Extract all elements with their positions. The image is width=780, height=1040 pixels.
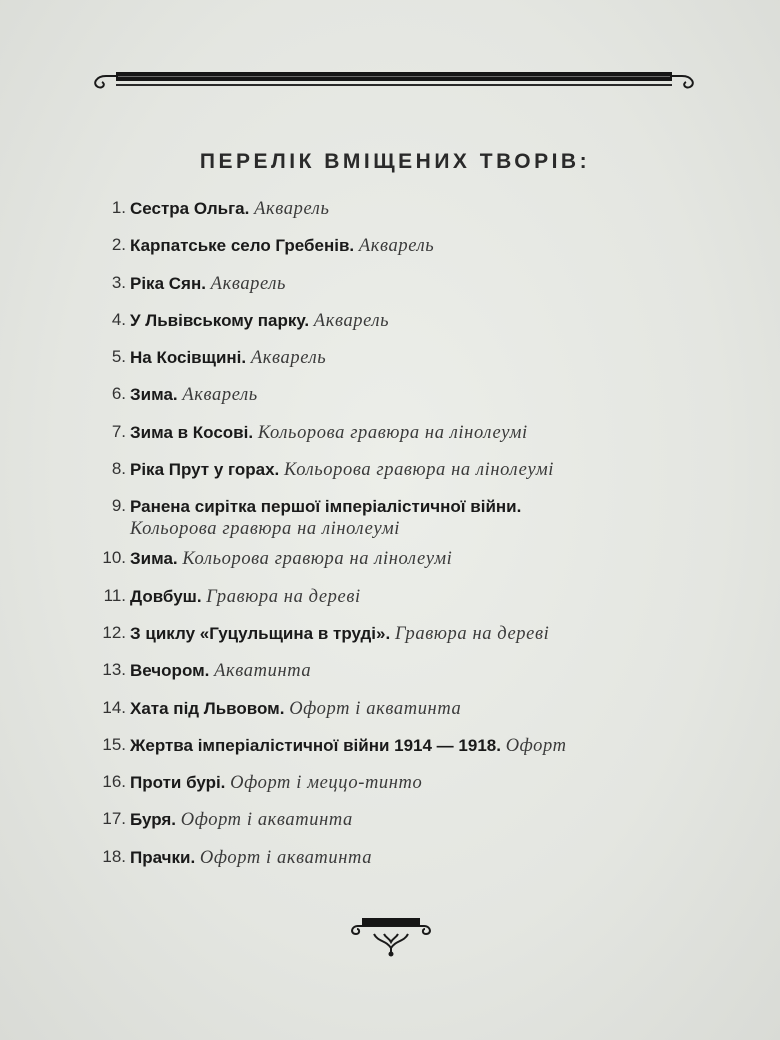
item-text [130,198,760,220]
list-item [0,198,780,235]
work-technique: Кольорова гравюра на лінолеумі [257,422,528,443]
work-technique: Офорт [505,735,567,756]
item-text [130,384,760,406]
work-technique: Гравюра на дереві [394,623,550,644]
item-number: 9. [111,496,126,516]
list-item [0,459,780,496]
bottom-ornament-fleuron [348,912,434,958]
item-text [130,235,760,257]
work-title: Зима в Косові. [130,422,254,442]
list-item [0,698,780,735]
work-technique: Акварель [313,310,390,331]
item-text [130,422,760,444]
work-title: Карпатське село Гребенів. [130,236,355,256]
item-number: 11. [103,585,126,605]
list-item [0,235,780,272]
work-title: Проти бурі. [130,773,226,793]
list-item [0,735,780,772]
work-title: Ранена сирітка першої імперіалістичної війни. [130,497,522,517]
work-title: Вечором. [130,661,210,681]
item-number: 17. [102,809,126,829]
work-technique: Офорт і акватинта [289,698,462,719]
work-title: Жертва імперіалістичної війни 1914 — 1918. [130,735,501,755]
item-text [130,698,760,720]
item-text [130,735,760,757]
work-title: Ріка Прут у горах. [130,460,280,480]
work-technique: Акватинта [214,661,312,682]
work-title: Сестра Ольга. [130,199,250,218]
work-title: Буря. [130,810,177,830]
item-number: 12. [102,622,126,642]
item-number: 10. [102,548,126,568]
works-list [0,198,780,884]
item-text [130,548,760,570]
item-number: 18. [102,846,126,866]
item-text [130,809,760,831]
item-text [130,273,760,295]
item-text [130,772,760,794]
list-item [0,496,780,548]
item-number: 1. [111,198,126,217]
work-technique: Кольорова гравюра на лінолеумі [130,519,400,540]
item-number: 7. [111,421,126,441]
list-item [0,586,780,623]
work-technique: Гравюра на дереві [206,586,361,607]
item-number: 16. [102,772,126,792]
list-item [0,847,780,884]
work-title: На Косівщині. [130,348,247,368]
list-item [0,772,780,809]
work-technique: Офорт і акватинта [199,847,373,868]
work-technique: Акварель [358,236,435,257]
item-text [130,496,760,540]
work-title: Прачки. [130,847,196,867]
work-title: Ріка Сян. [130,273,206,293]
work-technique: Акварель [182,385,258,406]
page-title: ПЕРЕЛІК ВМІЩЕНИХ ТВОРІВ: [199,150,591,173]
work-technique: Акварель [254,199,330,219]
item-text [130,586,760,608]
list-item [0,548,780,585]
list-item [0,422,780,459]
work-title: Зима. [130,385,178,405]
work-title: Хата під Львовом. [130,698,285,718]
work-title: Довбуш. [130,586,202,606]
item-number: 8. [111,459,126,479]
work-technique: Кольорова гравюра на лінолеумі [182,549,453,570]
item-text [130,310,760,332]
work-technique: Акварель [250,348,327,369]
work-title: У Львівському парку. [130,310,310,330]
item-text [130,459,760,481]
work-technique: Кольорова гравюра на лінолеумі [284,460,554,481]
item-text [130,347,760,369]
list-item [0,273,780,310]
work-title: З циклу «Гуцульщина в труді». [130,623,391,643]
item-number: 4. [111,309,126,329]
work-technique: Офорт і акватинта [180,810,353,831]
work-title: Зима. [130,549,178,569]
work-technique: Акварель [210,273,287,294]
item-number: 2. [111,235,126,255]
item-text [130,660,760,682]
list-item [0,347,780,384]
item-text [130,623,760,645]
list-item [0,660,780,697]
item-number: 5. [111,347,126,367]
item-text [130,847,760,869]
item-number: 15. [102,734,126,754]
list-item [0,809,780,846]
item-number: 14. [102,697,126,717]
top-ornament-rule [88,62,700,92]
work-technique: Офорт і меццо-тинто [230,773,423,794]
item-number: 6. [111,384,126,404]
list-item [0,384,780,421]
list-item [0,623,780,660]
item-number: 13. [102,660,126,680]
list-item [0,310,780,347]
item-number: 3. [111,272,126,292]
